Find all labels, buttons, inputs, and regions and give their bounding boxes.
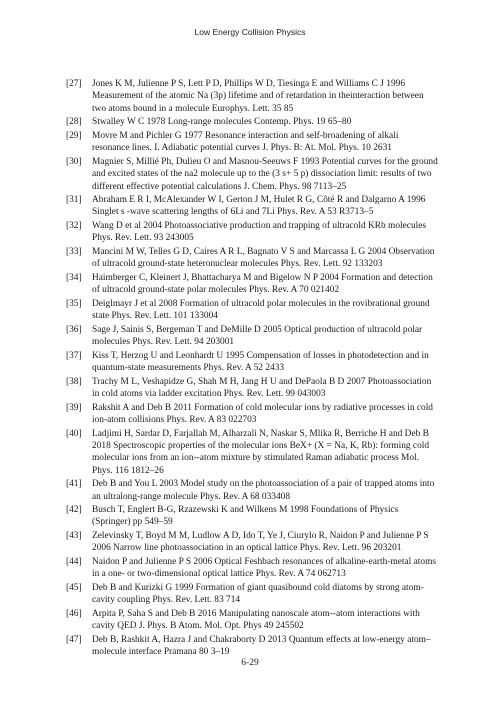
reference-number: [30] — [66, 156, 82, 167]
reference-text: Sage J, Sainis S, Bergeman T and DeMille D 2005 Optical production of ultracold polar molecules Phys. Rev. Lett. 94 203001 — [92, 324, 423, 348]
reference-number: [29] — [66, 130, 82, 141]
reference-item — [66, 608, 438, 633]
reference-list — [66, 78, 438, 660]
reference-number: [33] — [66, 246, 82, 257]
reference-text: Kiss T, Herzog U and Leonhardt U 1995 Compensation of losses in photodetection and in quantum-state measurements Phys. Rev. A 52 2433 — [92, 350, 429, 374]
reference-item — [66, 582, 438, 607]
reference-text: Naidon P and Julienne P S 2006 Optical Feshbach resonances of alkaline-earth-metal atoms in a one- or two-dimensional optical lattice Phys. Rev. A 74 062713 — [92, 556, 437, 580]
reference-text: Stwalley W C 1978 Long-range molecules Contemp. Phys. 19 65–80 — [92, 117, 352, 128]
reference-item — [66, 634, 438, 659]
reference-number: [39] — [66, 402, 82, 413]
reference-number: [35] — [66, 298, 82, 309]
reference-item — [66, 246, 438, 271]
reference-item — [66, 376, 438, 401]
reference-number: [40] — [66, 428, 82, 439]
reference-text: Busch T, Englert B-G, Rzazewski K and Wilkens M 1998 Foundations of Physics (Springer) pp 549–59 — [92, 505, 399, 528]
reference-number: [41] — [66, 479, 82, 490]
reference-text: Abraham E R I, McAlexander W I, Gerton J M, Hulet R G, Côté R and Dalgarno A 1996 Singlet s -wave scattering lengths of 6Li and 7Li Phys. Rev. A 53 R3713–5 — [92, 195, 426, 218]
reference-number: [32] — [66, 221, 82, 232]
reference-number: [28] — [66, 117, 82, 128]
reference-item — [66, 272, 438, 297]
reference-text: Jones K M, Julienne P S, Lett P D, Phillips W D, Tiesinga E and Williams C J 1996 Measurement of the atomic Na (3p) lifetime and of retardation in theinteraction between two atoms bound in a molecule Europhys. Lett. 35 85 — [92, 79, 424, 114]
reference-text: Trachy M L, Veshapidze G, Shah M H, Jang H U and DePaola B D 2007 Photoassociation in cold atoms via ladder excitation Phys. Rev. Lett. 99 043003 — [92, 376, 432, 399]
reference-number: [36] — [66, 324, 82, 335]
reference-text: Arpita P, Saha S and Deb B 2016 Manipulating nanoscale atom--atom interactions with cavity QED J. Phys. B Atom. Mol. Opt. Phys 49 245502 — [92, 608, 420, 632]
reference-text: Magnier S, Millié Ph, Dulieu O and Masnou-Seeuws F 1993 Potential curves for the ground and excited states of the na2 molecule up to the (3 s+ 5 p) dissociation limit: results of two different effective potential calculations J. Chem. Phys. 98 7113–25 — [92, 156, 438, 192]
reference-item — [66, 156, 438, 193]
reference-number: [34] — [66, 272, 82, 283]
reference-item — [66, 78, 438, 115]
reference-item — [66, 194, 438, 219]
reference-text: Wang D et al 2004 Photoassociative production and trapping of ultracold KRb molecules Phys. Rev. Lett. 93 243005 — [92, 221, 427, 244]
reference-item — [66, 530, 438, 555]
reference-text: Ladjimi H, Sardar D, Farjallah M, Alharzali N, Naskar S, Mlika R, Berriche H and Deb B 2018 Spectroscopic properties of the molecular ions BeX+ (X = Na, K, Rb): forming cold molecular ions from an ion--atom mixture by stimulated Raman adiabatic process Mol. Phys. 116 1812–26 — [92, 428, 430, 476]
reference-number: [46] — [66, 608, 82, 619]
reference-text: Zelevinsky T, Boyd M M, Ludlow A D, Ido T, Ye J, Ciurylo R, Naidon P and Julienne P S 2006 Narrow line photoassociation in an optical lattice Phys. Rev. Lett. 96 203201 — [92, 531, 429, 554]
reference-item — [66, 428, 438, 477]
reference-item — [66, 298, 438, 323]
reference-number: [47] — [66, 634, 82, 645]
reference-number: [37] — [66, 350, 82, 361]
reference-item — [66, 324, 438, 349]
reference-text: Movre M and Pichler G 1977 Resonance interaction and self-broadening of alkali resonance lines. I. Adiabatic potential curves J. Phys. B: At. Mol. Phys. 10 2631 — [92, 130, 399, 154]
reference-text: Mancini M W, Telles G D, Caires A R L, Bagnato V S and Marcassa L G 2004 Observation of ultracold ground-state heteronuclear molecules Phys. Rev. Lett. 92 133203 — [92, 246, 435, 270]
reference-item — [66, 504, 438, 529]
reference-text: Deb B and You L 2003 Model study on the photoassociation of a pair of trapped atoms into an ultralong-range molecule Phys. Rev. A 68 033408 — [92, 479, 435, 502]
running-head: Low Energy Collision Physics — [194, 27, 306, 37]
reference-text: Deb B, Rashkit A, Hazra J and Chakraborty D 2013 Quantum effects at low-energy atom–molecule interface Pramana 80 3–19 — [92, 634, 431, 658]
reference-item — [66, 478, 438, 503]
reference-number: [38] — [66, 376, 82, 387]
reference-number: [27] — [66, 79, 82, 89]
page-number: 6-29 — [241, 658, 259, 668]
reference-item — [66, 116, 438, 128]
reference-item — [66, 130, 438, 155]
reference-item — [66, 350, 438, 375]
reference-number: [43] — [66, 531, 82, 542]
reference-item — [66, 220, 438, 245]
reference-item — [66, 556, 438, 581]
reference-number: [31] — [66, 195, 82, 206]
reference-text: Rakshit A and Deb B 2011 Formation of cold molecular ions by radiative processes in cold ion-atom collisions Phys. Rev. A 83 022703 — [92, 402, 433, 425]
reference-text: Haimberger C, Kleinert J, Bhattacharya M and Bigelow N P 2004 Formation and detection of ultracold ground-state polar molecules Phys. Rev. A 70 021402 — [92, 272, 433, 296]
reference-number: [42] — [66, 505, 82, 516]
reference-number: [44] — [66, 556, 82, 567]
reference-text: Deb B and Kurizki G 1999 Formation of giant quasibound cold diatoms by strong atom-cavity coupling Phys. Rev. Lett. 83 714 — [92, 582, 424, 606]
reference-text: Deiglmayr J et al 2008 Formation of ultracold polar molecules in the rovibrational ground state Phys. Rev. Lett. 101 133004 — [92, 298, 430, 322]
reference-item — [66, 402, 438, 427]
reference-number: [45] — [66, 582, 82, 593]
